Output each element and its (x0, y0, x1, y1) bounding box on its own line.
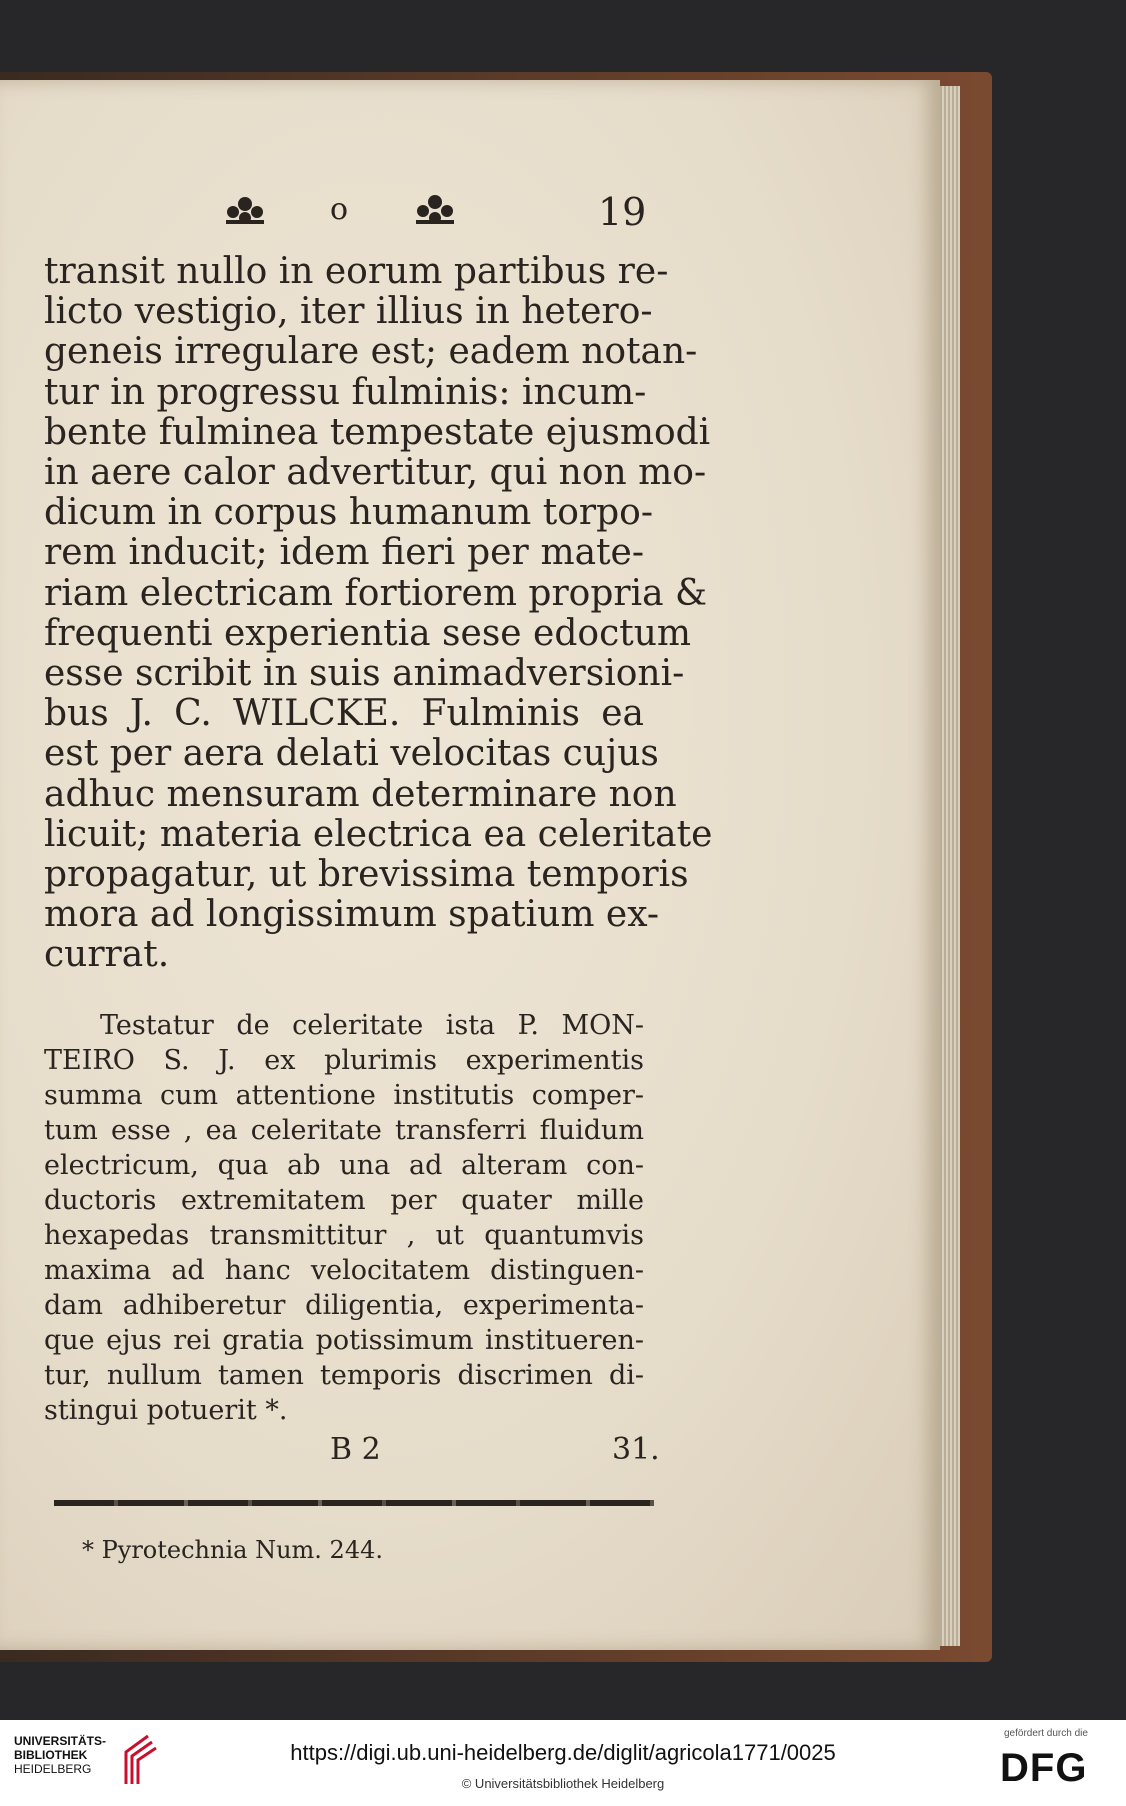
body-line: currat. (44, 934, 170, 976)
library-name-line3: HEIDELBERG (14, 1762, 92, 1776)
quote-line: que ejus rei gratia potissimum institueren- (44, 1325, 644, 1356)
quote-line: summa cum attentione institutis comper- (44, 1080, 644, 1111)
quote-line: tur, nullum tamen temporis discrimen di- (44, 1360, 644, 1391)
quoted-paragraph (44, 1008, 644, 1428)
body-line: geneis irregulare est; eadem notan- (44, 331, 698, 373)
quote-line: tum esse , ea celeritate transferri fluidum (44, 1115, 644, 1146)
fleuron-right-icon (410, 190, 460, 230)
body-line: in aere calor advertitur, qui non mo- (44, 452, 707, 494)
body-line: transit nullo in eorum partibus re- (44, 251, 669, 292)
signature-mark: B 2 (330, 1432, 381, 1467)
copyright-notice: © Universitätsbibliothek Heidelberg (461, 1776, 665, 1791)
quote-line: maxima ad hanc velocitatem distinguen- (44, 1255, 644, 1286)
running-head-center: o (330, 192, 349, 227)
footnote-rule (54, 1500, 654, 1506)
quote-line: electricum, qua ab una ad alteram con- (44, 1150, 644, 1181)
body-line: propagatur, ut brevissima temporis (44, 854, 689, 896)
catchword: 31. (612, 1432, 660, 1467)
permalink-url[interactable]: https://digi.ub.uni-heidelberg.de/diglit/agricola1771/0025 (290, 1740, 836, 1765)
body-line: bus J. C. WILCKE. Fulminis ea (44, 693, 644, 735)
footer-bar (0, 1720, 1126, 1806)
body-line: adhuc mensuram determinare non (44, 773, 677, 815)
running-head (0, 190, 940, 240)
body-line: frequenti experientia sese edoctum (44, 612, 692, 654)
body-line: licto vestigio, iter illius in hetero- (44, 291, 653, 333)
body-line: bente fulminea tempestate ejusmodi (44, 411, 711, 453)
library-name-line1: UNIVERSITÄTS- (14, 1734, 107, 1748)
library-name-line2: BIBLIOTHEK (14, 1748, 88, 1762)
footnote: * Pyrotechnia Num. 244. (82, 1536, 383, 1564)
dfg-logo[interactable]: DFG (1000, 1746, 1088, 1790)
body-line: esse scribit in suis animadversioni- (44, 653, 685, 695)
body-line: dicum in corpus humanum torpo- (44, 492, 653, 534)
quote-line: Testatur de celeritate ista P. MON- (100, 1010, 644, 1041)
quote-line: dam adhiberetur diligentia, experimenta- (44, 1290, 644, 1321)
body-line: riam electricam fortiorem propria & (44, 572, 708, 614)
quote-line: stingui potuerit *. (44, 1395, 288, 1426)
body-line: mora ad longissimum spatium ex- (44, 894, 660, 936)
body-line: licuit; materia electrica ea celeritate (44, 813, 713, 855)
body-line: rem inducit; idem fieri per mate- (44, 532, 644, 574)
body-text (44, 251, 713, 976)
page-number: 19 (598, 190, 647, 234)
body-line: est per aera delati velocitas cujus (44, 733, 659, 775)
funding-label: gefördert durch die (1004, 1728, 1088, 1739)
fleuron-left-icon (220, 190, 270, 230)
body-line: tur in progressu fulminis: incum- (44, 371, 647, 413)
quote-line: TEIRO S. J. ex plurimis experimentis (44, 1045, 644, 1076)
quote-line: hexapedas transmittitur , ut quantumvis (44, 1220, 644, 1251)
quote-line: ductoris extremitatem per quater mille (44, 1185, 644, 1216)
